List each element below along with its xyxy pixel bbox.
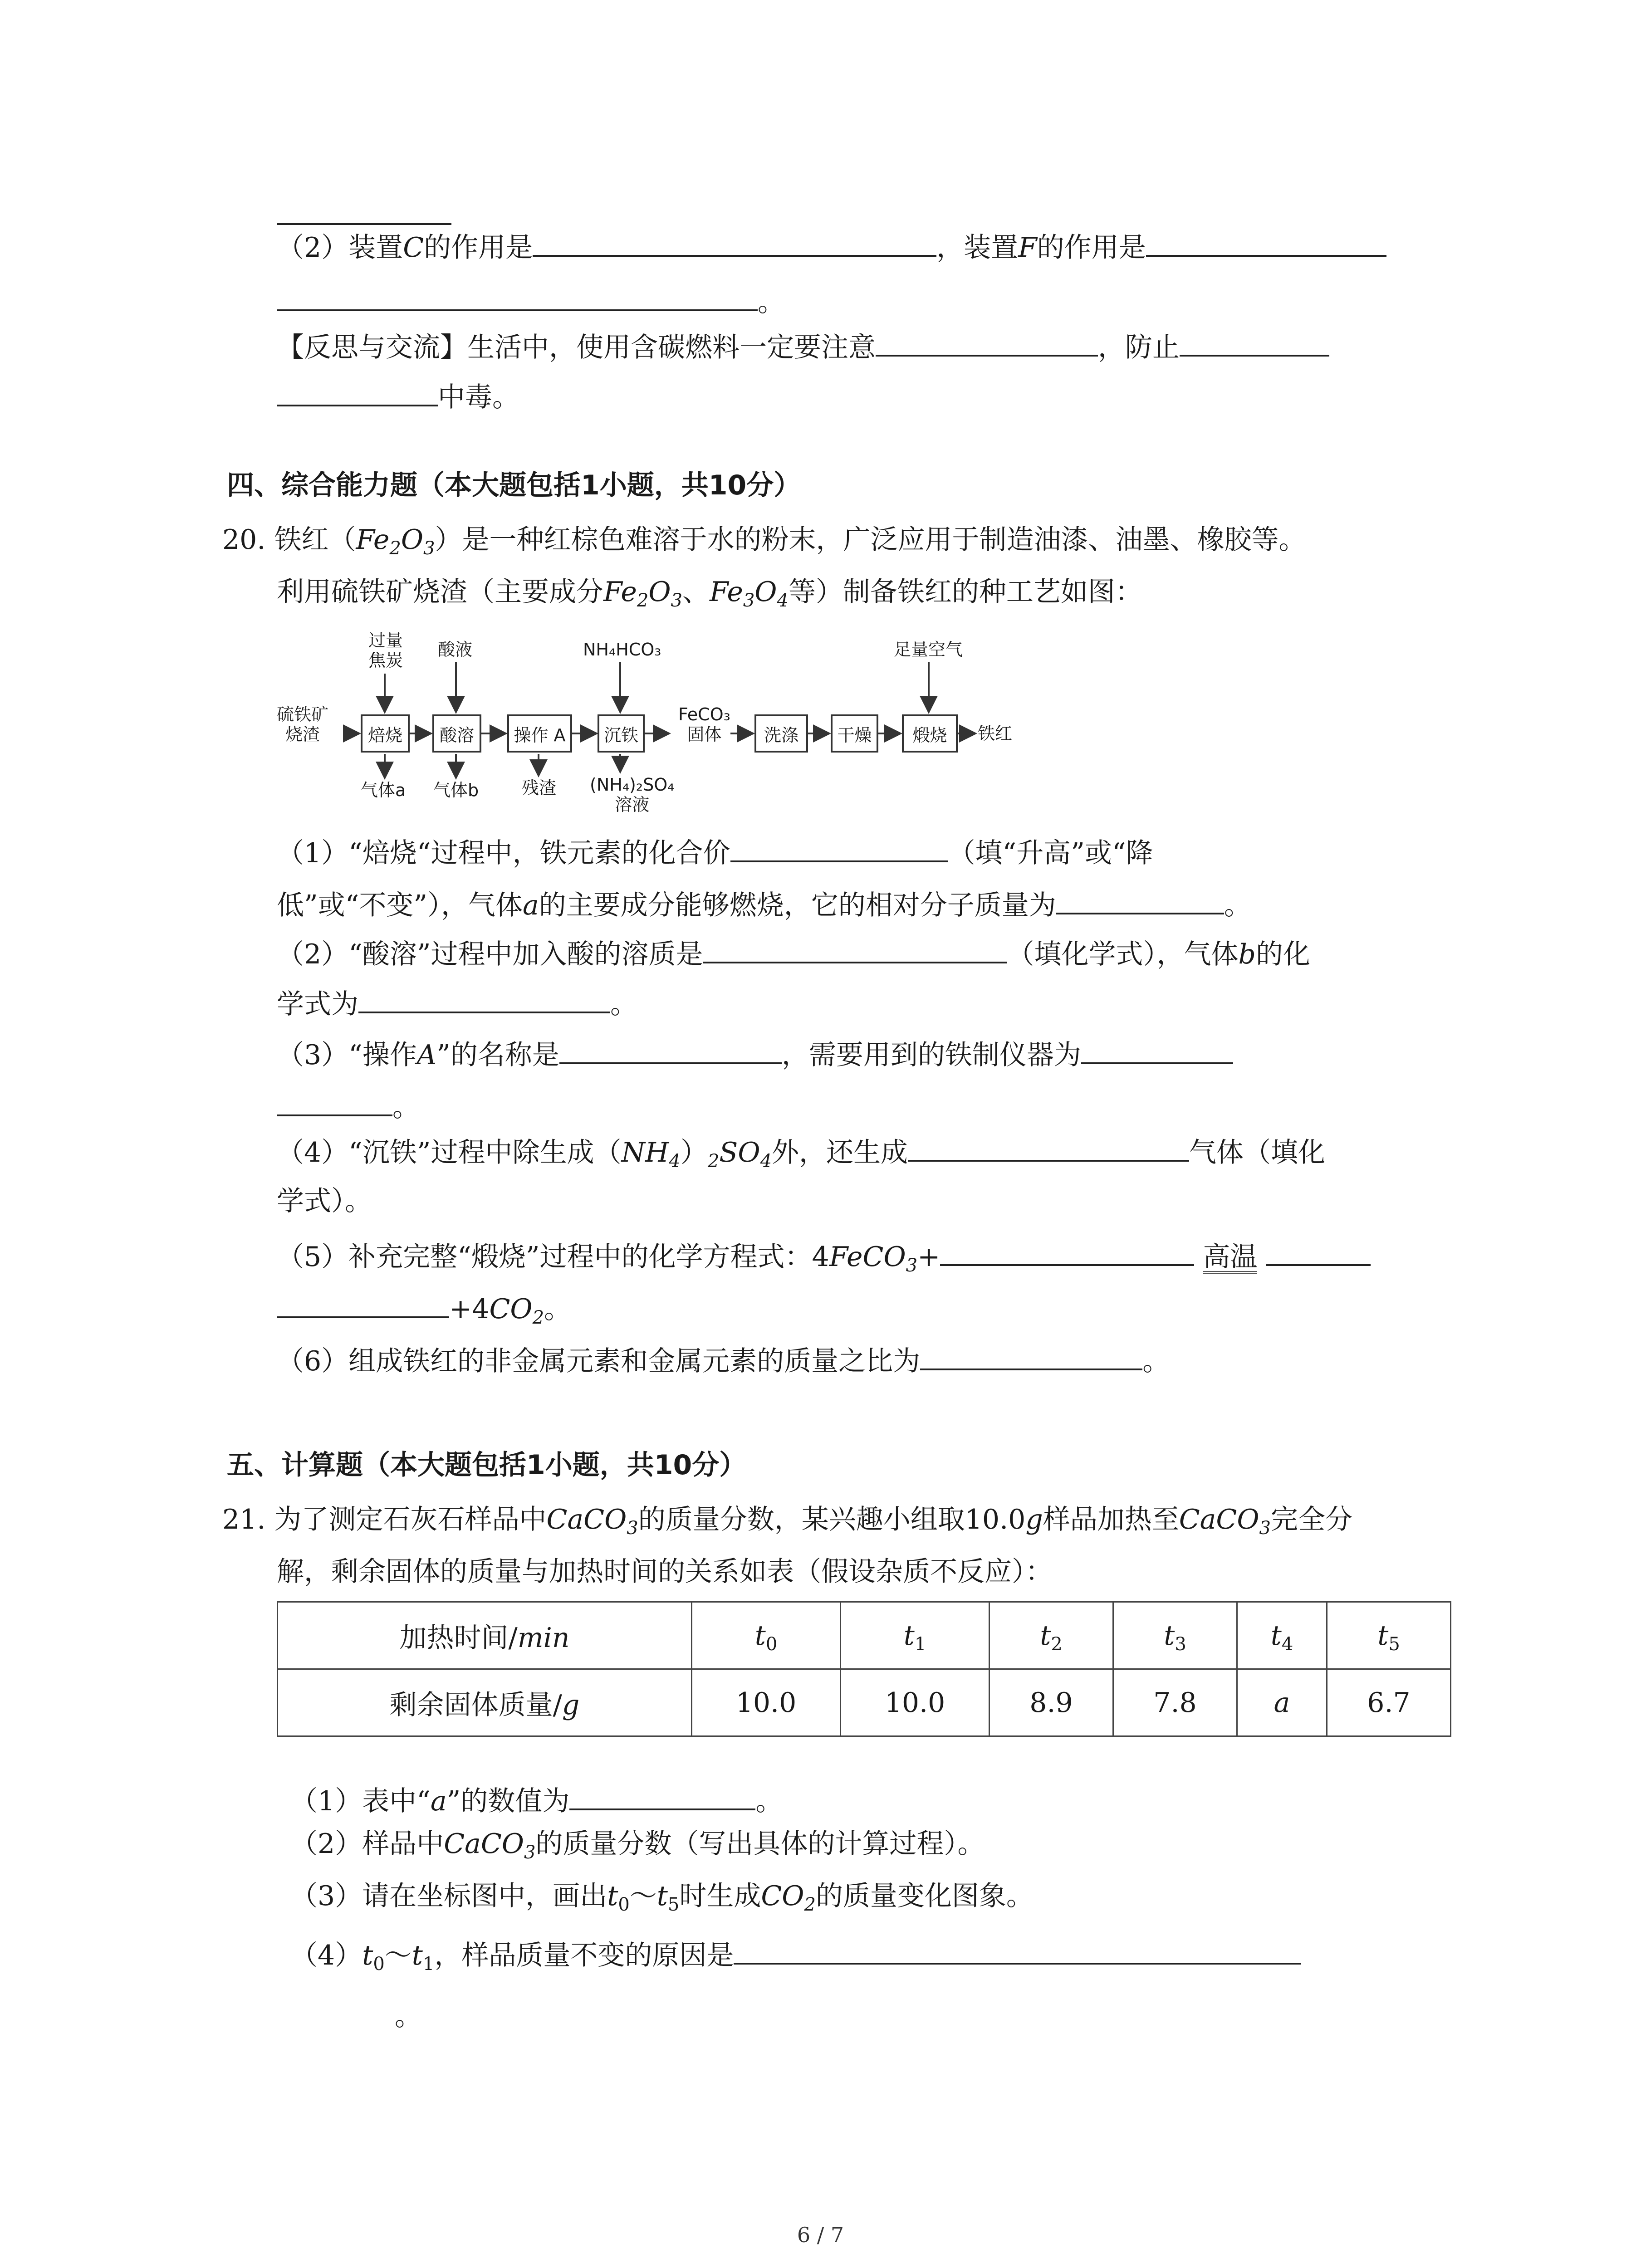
table-header-cell: 加热时间/min bbox=[278, 1602, 692, 1669]
q20-part6: （6）组成铁红的非金属元素和金属元素的质量之比为 。 bbox=[277, 1340, 1170, 1377]
answer-blank[interactable] bbox=[358, 983, 610, 1013]
product-label: 铁红 bbox=[978, 723, 1013, 743]
q20-intro2: 利用硫铁矿烧渣（主要成分$Fe_2O_3$、$Fe_3O_4$等）制备铁红的种工艺如图： bbox=[277, 576, 1142, 611]
table-cell: $t_2$ bbox=[989, 1602, 1113, 1669]
feco3-label: FeCO₃ 固体 bbox=[678, 704, 730, 744]
answer-blank[interactable] bbox=[277, 1288, 449, 1318]
answer-blank[interactable] bbox=[277, 1086, 392, 1116]
step-precipitate-iron: 沉铁 bbox=[598, 714, 645, 753]
page-number: 6 / 7 bbox=[797, 2223, 844, 2247]
q20-part5: （5）补充完整“煅烧”过程中的化学方程式：4FeCO$_3$+ 高温 bbox=[277, 1236, 1371, 1272]
answer-blank[interactable] bbox=[876, 327, 1098, 357]
q20-part3: （3）“操作A”的名称是 ，需要用到的铁制仪器为 bbox=[277, 1034, 1233, 1070]
q20-part2-cont: 学式为 。 bbox=[277, 983, 637, 1020]
residue-label: 残渣 bbox=[522, 778, 557, 798]
q20-part3-cont: 。 bbox=[277, 1086, 420, 1123]
q20-part4-cont: 学式）。 bbox=[277, 1185, 372, 1217]
answer-blank[interactable] bbox=[940, 1236, 1194, 1266]
answer-blank[interactable] bbox=[908, 1132, 1189, 1162]
q19-part2: （2）装置C的作用是 ，装置F的作用是 bbox=[277, 227, 1386, 263]
solution-label: (NH₄)₂SO₄ 溶液 bbox=[590, 775, 675, 815]
step-washing: 洗涤 bbox=[754, 714, 808, 753]
step-calcining: 煅烧 bbox=[902, 714, 958, 753]
answer-blank[interactable] bbox=[703, 934, 1007, 963]
section-5-title: 五、计算题（本大题包括1小题，共10分） bbox=[227, 1449, 747, 1481]
q21-part3: （3）请在坐标图中，画出$t_0\sim t_5$时生成$CO_2$的质量变化图象。 bbox=[290, 1880, 1034, 1915]
raw-material-label: 硫铁矿 烧渣 bbox=[277, 704, 329, 744]
answer-blank[interactable] bbox=[277, 281, 758, 311]
table-cell: 7.8 bbox=[1113, 1669, 1237, 1736]
table-cell: $t_1$ bbox=[841, 1602, 989, 1669]
q20-part5-cont: $+4CO_2$。 bbox=[277, 1288, 571, 1325]
answer-blank[interactable] bbox=[734, 1935, 1301, 1965]
q20-intro: 20. 铁红$(Fe_2O_3)$是一种红棕色难溶于水的粉末，广泛应用于制造油漆、油墨、橡胶等。 bbox=[222, 524, 1306, 559]
coke-label: 过量 焦炭 bbox=[368, 631, 403, 670]
section-4-title: 四、综合能力题（本大题包括1小题，共10分） bbox=[227, 469, 801, 501]
table-row bbox=[278, 1669, 1451, 1736]
heating-data-table bbox=[277, 1601, 1451, 1737]
table-row bbox=[278, 1602, 1451, 1669]
reaction-condition-high-temp: 高温 bbox=[1203, 1243, 1257, 1274]
table-cell: $t_0$ bbox=[692, 1602, 841, 1669]
table-cell: $t_3$ bbox=[1113, 1602, 1237, 1669]
step-drying: 干燥 bbox=[831, 714, 878, 753]
step-roasting: 焙烧 bbox=[361, 714, 410, 753]
gas-a-label: 气体a bbox=[361, 780, 406, 800]
step-acid-dissolve: 酸溶 bbox=[432, 714, 481, 753]
q19-reflection: 【反思与交流】生活中，使用含碳燃料一定要注意 ，防止 bbox=[277, 327, 1329, 363]
answer-blank[interactable] bbox=[277, 195, 451, 231]
answer-blank[interactable] bbox=[1266, 1236, 1371, 1266]
table-cell: $t_4$ bbox=[1237, 1602, 1327, 1669]
answer-blank[interactable] bbox=[1146, 227, 1386, 257]
answer-blank[interactable] bbox=[533, 227, 936, 257]
q21-part1: （1）表中“a”的数值为 。 bbox=[290, 1780, 783, 1817]
q20-part2: （2）“酸溶”过程中加入酸的溶质是 （填化学式），气体b的化 bbox=[277, 934, 1310, 970]
step-operation-a: 操作 A bbox=[507, 714, 572, 753]
answer-blank[interactable] bbox=[920, 1340, 1142, 1370]
table-cell: 6.7 bbox=[1327, 1669, 1451, 1736]
q21-part4-end: 。 bbox=[395, 2000, 422, 2032]
table-cell: 8.9 bbox=[989, 1669, 1113, 1736]
q19-part2-cont: 。 bbox=[277, 281, 785, 318]
answer-blank[interactable] bbox=[569, 1780, 755, 1810]
q19-reflection-cont: 中毒。 bbox=[277, 376, 519, 413]
table-cell: a bbox=[1237, 1669, 1327, 1736]
acid-label: 酸液 bbox=[438, 640, 473, 660]
nh4hco3-label: NH₄HCO₃ bbox=[583, 640, 661, 660]
q20-part4: （4）“沉铁”过程中除生成$(NH_4)_2SO_4$外，还生成 气体（填化 bbox=[277, 1132, 1325, 1168]
air-label: 足量空气 bbox=[894, 640, 963, 660]
answer-blank[interactable] bbox=[1180, 327, 1329, 357]
table-cell: 10.0 bbox=[692, 1669, 841, 1736]
process-flowchart bbox=[277, 631, 1025, 821]
q20-part1-cont: 低”或“不变”），气体a的主要成分能够燃烧，它的相对分子质量为 。 bbox=[277, 885, 1251, 921]
table-header-cell: 剩余固体质量/g bbox=[278, 1669, 692, 1736]
answer-blank[interactable] bbox=[559, 1034, 782, 1064]
q21-intro: 21. 为了测定石灰石样品中CaCO$_3$的质量分数，某兴趣小组取10.0g样品加热至CaCO$_3$完全分 bbox=[222, 1504, 1352, 1539]
table-cell: $t_5$ bbox=[1327, 1602, 1451, 1669]
answer-blank[interactable] bbox=[277, 376, 438, 406]
q20-part1: （1）“焙烧“过程中，铁元素的化合价 （填“升高”或“降 bbox=[277, 832, 1153, 869]
gas-b-label: 气体b bbox=[433, 780, 479, 800]
answer-blank[interactable] bbox=[730, 832, 948, 862]
answer-blank[interactable] bbox=[1056, 885, 1224, 914]
answer-blank[interactable] bbox=[1081, 1034, 1233, 1064]
q21-intro2: 解，剩余固体的质量与加热时间的关系如表（假设杂质不反应）： bbox=[277, 1556, 1053, 1588]
q21-part2: （2）样品中CaCO$_3$的质量分数（写出具体的计算过程）。 bbox=[290, 1828, 985, 1863]
q21-part4: $(4)t_0\sim t_1$，样品质量不变的原因是 bbox=[290, 1935, 1301, 1971]
table-cell: 10.0 bbox=[841, 1669, 989, 1736]
